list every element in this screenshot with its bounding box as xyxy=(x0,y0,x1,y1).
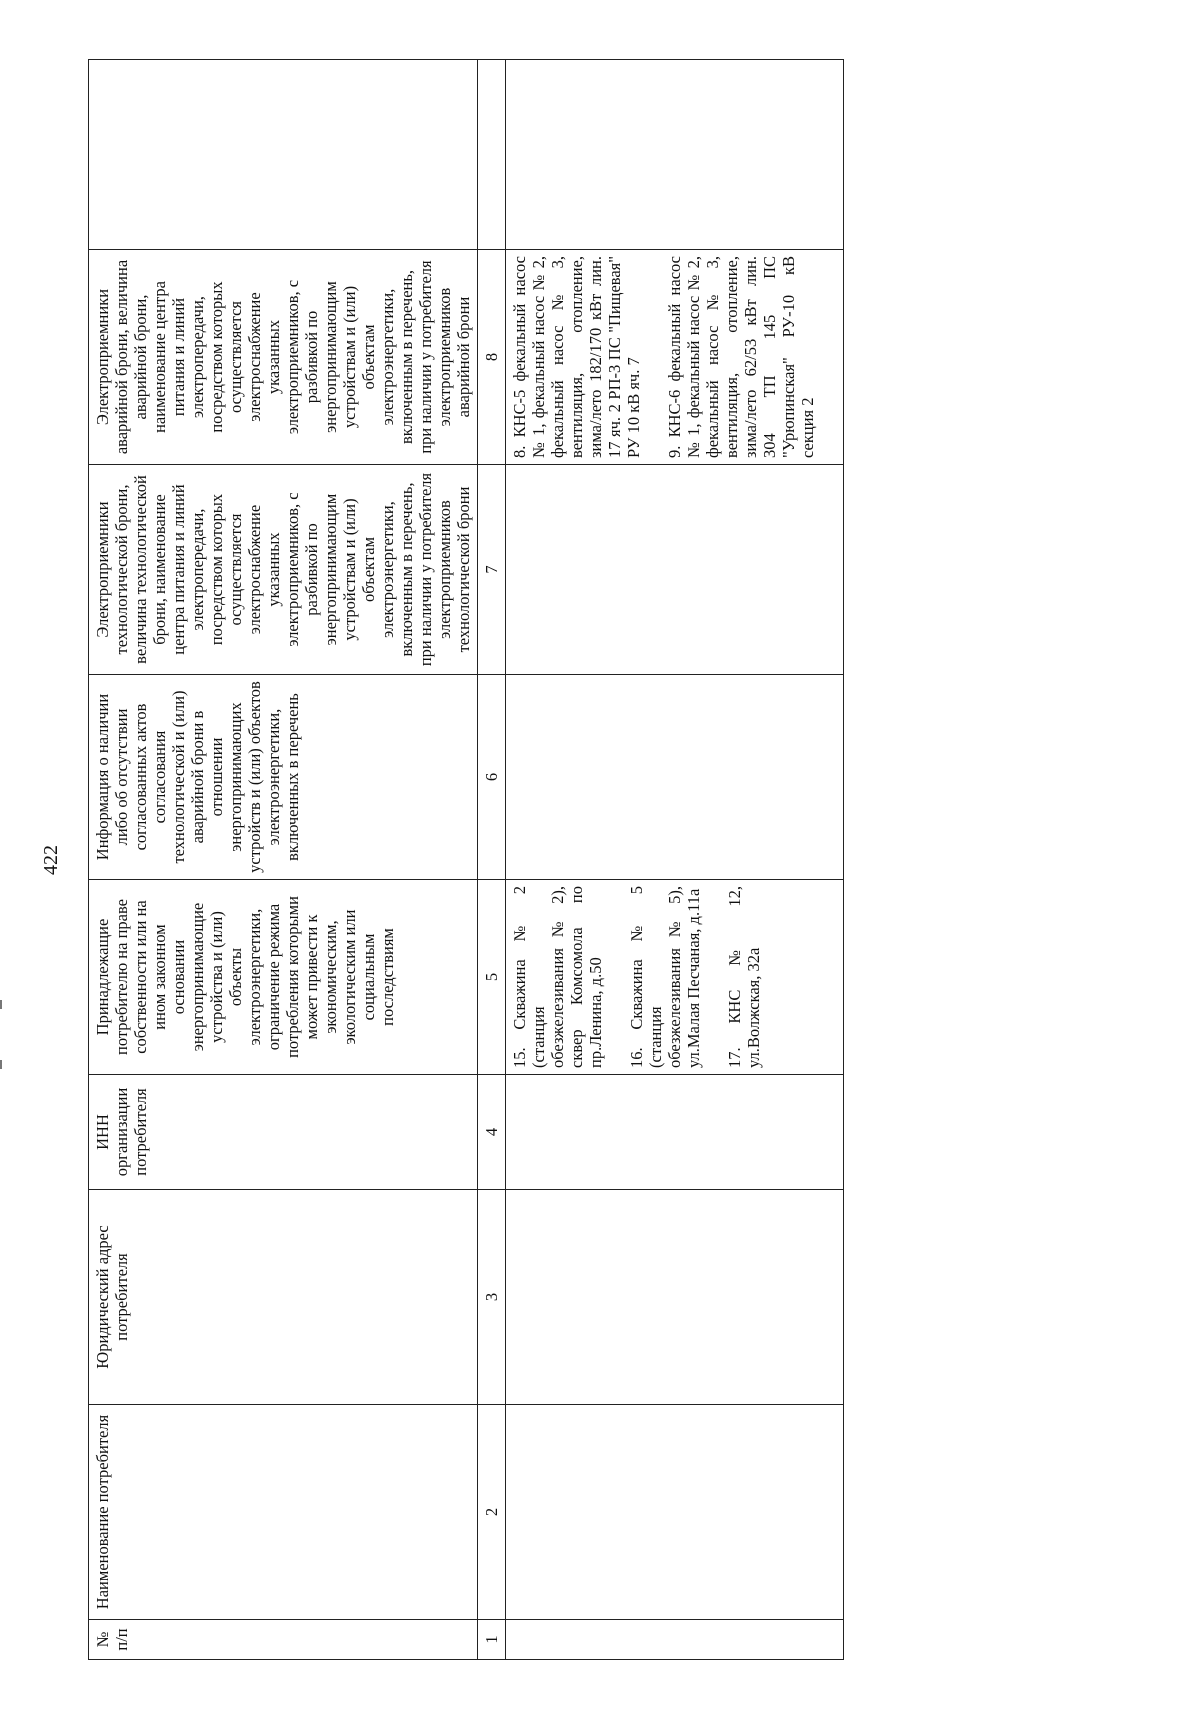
column-number: 1 xyxy=(478,1620,506,1660)
device-entry: 16. Скважина № 5 (станция обезжелезивания № 5), ул.Малая Песчаная, д.11а xyxy=(627,886,703,1068)
header-technological-reserve: Электроприемники технологической брони, величина технологической брони, наименование центра питания и линий электропередачи, посредством которых осуществляется электроснабжение указанных электроприемников, с разбивкой по энергопринимающим устройствам и (или) объектам электроэнергетики, включенным в перечень, при наличии у потребителя электроприемников технологической брони xyxy=(89,465,478,675)
device-entry: 15. Скважина № 2 (станция обезжелезивания № 2), сквер Комсомола по пр.Ленина, д.50 xyxy=(510,886,605,1068)
column-number: 7 xyxy=(478,465,506,675)
empty-cell xyxy=(506,675,844,880)
rotated-page-content xyxy=(40,60,1140,1660)
reserve-entry: 8. КНС-5 фекальный насос № 1, фекальный насос № 2, фекальный насос № 3, вентиляция, отопление, зима/лето 182/170 кВт лин. 17 яч. 2 РП-3 ПС "Пищевая" РУ 10 кВ яч. 7 xyxy=(510,256,643,458)
table-body-row xyxy=(506,60,844,1660)
column-number-row xyxy=(478,60,506,1660)
column-number: 8 xyxy=(478,250,506,465)
header-devices: Принадлежащие потребителю на праве собственности или на ином законном основании энергопринимающие устройства и (или) объекты электроэнергетики, ограничение режима потребления которыми может привести к экономическим, экологическим или социальным последствиям xyxy=(89,880,478,1075)
empty-cell xyxy=(506,1075,844,1190)
scan-mark xyxy=(0,1060,2,1069)
empty-cell xyxy=(506,1620,844,1660)
empty-cell xyxy=(506,1405,844,1620)
column-number: 6 xyxy=(478,675,506,880)
scan-mark xyxy=(0,1000,2,1009)
header-legal-address: Юридический адрес потребителя xyxy=(89,1190,478,1405)
empty-cell xyxy=(506,465,844,675)
table-header-row xyxy=(89,60,478,1660)
reserve-entry: 9. КНС-6 фекальный насос № 1, фекальный насос № 2, фекальный насос № 3, вентиляция, отопление, зима/лето 62/53 кВт лин. 304 ТП 145 ПС "Урюпинская" РУ-10 кВ секция 2 xyxy=(665,256,817,458)
empty-cell xyxy=(506,60,844,250)
empty-cell xyxy=(506,1190,844,1405)
empty-cell xyxy=(478,60,506,250)
header-inn: ИНН организации потребителя xyxy=(89,1075,478,1190)
header-number: № п/п xyxy=(89,1620,478,1660)
column-number: 2 xyxy=(478,1405,506,1620)
emergency-reserve-cell xyxy=(506,250,844,465)
column-number: 3 xyxy=(478,1190,506,1405)
column-number: 4 xyxy=(478,1075,506,1190)
column-number: 5 xyxy=(478,880,506,1075)
device-entry: 17. КНС № 12, ул.Волжская, 32а xyxy=(725,886,763,1068)
header-consumer-name: Наименование потребителя xyxy=(89,1405,478,1620)
devices-cell xyxy=(506,880,844,1075)
header-emergency-reserve: Электроприемники аварийной брони, величина аварийной брони, наименование центра питания и линий электропередачи, посредством которых осуществляется электроснабжение указанных электроприемников, с разбивкой по энергопринимающим устройствам и (или) объектам электроэнергетики, включенным в перечень, при наличии у потребителя электроприемников аварийной брони xyxy=(89,250,478,465)
consumer-table xyxy=(88,59,844,1660)
empty-right-column xyxy=(89,60,478,250)
header-acts-info: Информация о наличии либо об отсутствии согласованных актов согласования технологической и (или) аварийной брони в отношении энергопринимающих устройств и (или) объектов электроэнергетики, включенных в перечень xyxy=(89,675,478,880)
page-number: 422 xyxy=(40,845,62,875)
